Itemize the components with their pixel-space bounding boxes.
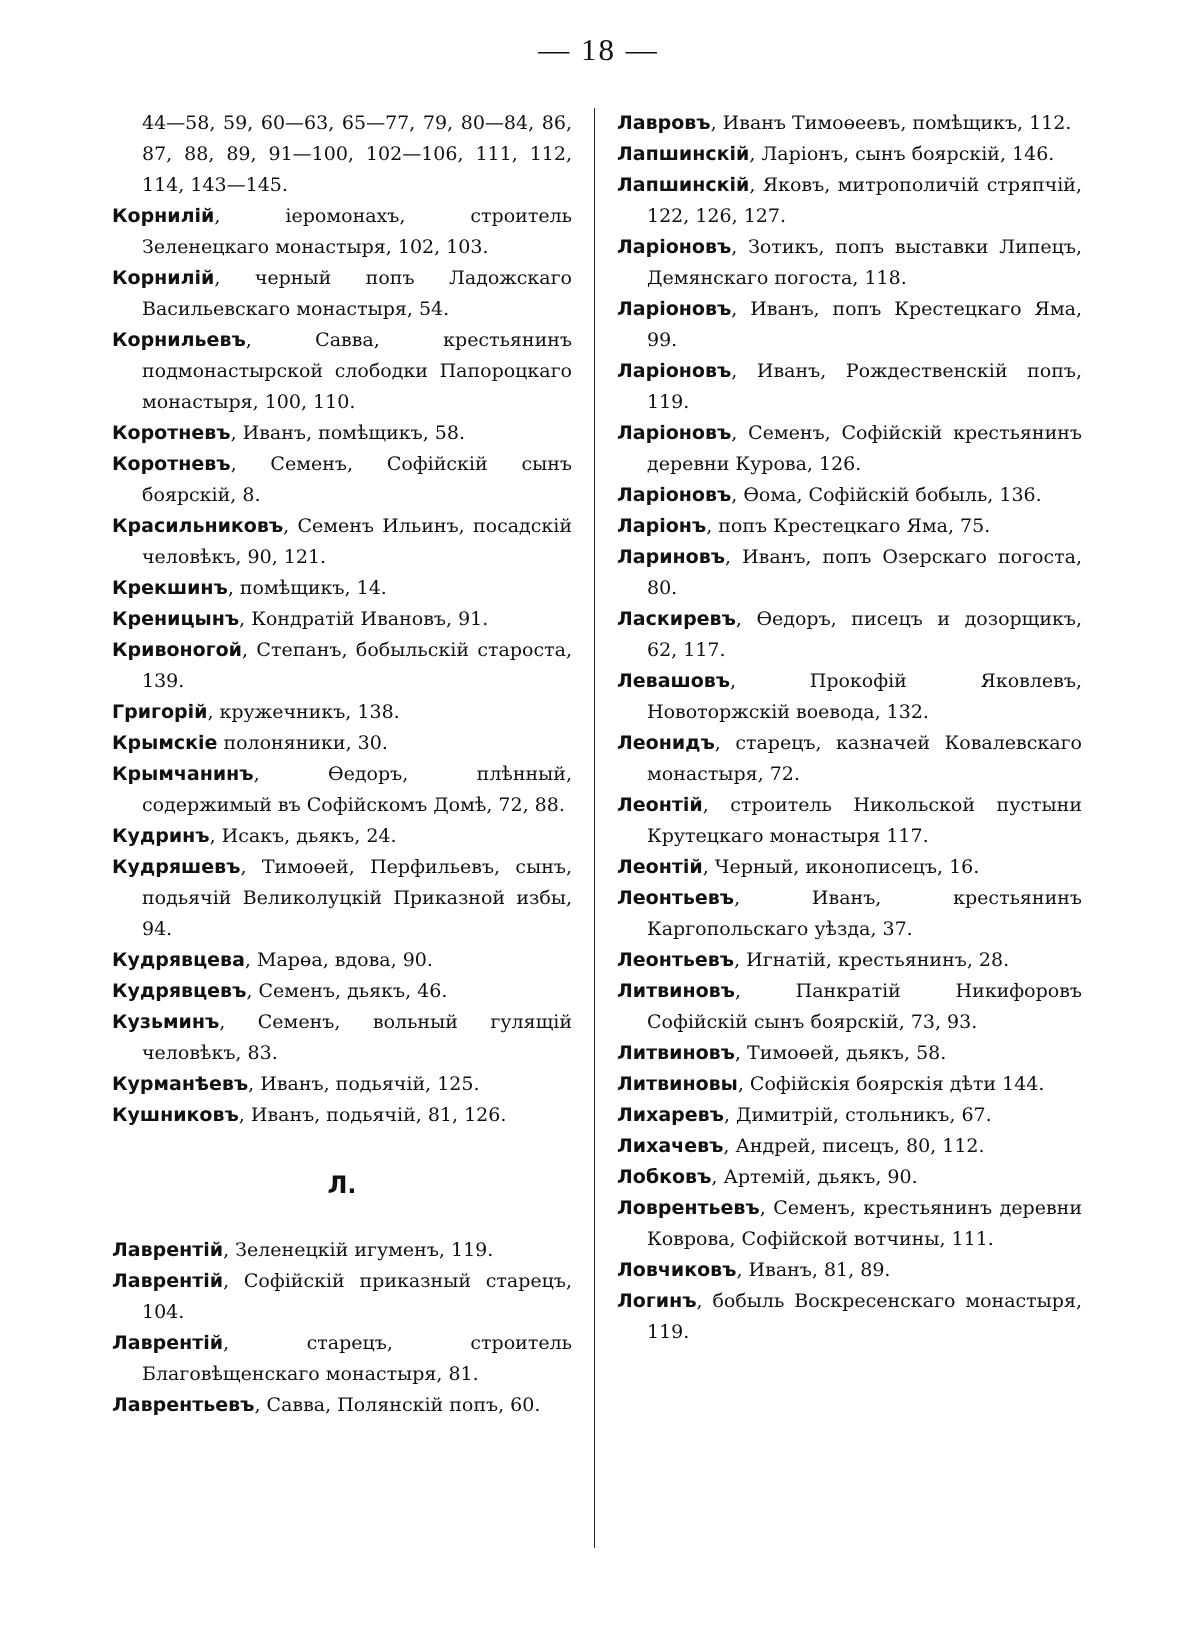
index-entry <box>112 263 572 325</box>
entry-name: Лаврентій <box>112 1270 224 1292</box>
index-entry <box>617 604 1082 666</box>
index-entry <box>112 1100 572 1131</box>
entry-name: Григорій <box>112 701 208 723</box>
entry-name: Крекшинъ <box>112 577 228 599</box>
index-entry <box>112 821 572 852</box>
entry-name: Леонтьевъ <box>617 887 735 909</box>
index-entry <box>617 511 1082 542</box>
index-entry <box>617 790 1082 852</box>
index-entry <box>617 728 1082 790</box>
entry-details: , Семенъ, крестьянинъ деревни Коврова, Софійской вотчины, 111. <box>647 1197 1082 1250</box>
index-entry <box>617 232 1082 294</box>
index-entry <box>617 1286 1082 1348</box>
entry-details: , іеромонахъ, строитель Зеленецкаго монастыря, 102, 103. <box>142 205 572 258</box>
index-entry <box>617 418 1082 480</box>
index-entry <box>617 139 1082 170</box>
entry-name: Корнильевъ <box>112 329 246 351</box>
index-entry <box>112 511 572 573</box>
entry-name: Лихаревъ <box>617 1104 724 1126</box>
entry-details: , Андрей, писецъ, 80, 112. <box>723 1135 985 1157</box>
entry-name: Кудрявцевъ <box>112 980 247 1002</box>
index-entry <box>112 1007 572 1069</box>
index-entry <box>112 1069 572 1100</box>
entry-name: Кудринъ <box>112 825 210 847</box>
entry-details: , Прокофій Яковлевъ, Новоторжскій воевода, 132. <box>647 670 1082 723</box>
index-entry <box>112 573 572 604</box>
index-entry <box>617 1193 1082 1255</box>
index-entry <box>112 325 572 418</box>
entry-details: , Софійскій приказный старецъ, 104. <box>142 1270 572 1323</box>
entry-details: , Кондратій Ивановъ, 91. <box>239 608 489 630</box>
index-entry <box>112 449 572 511</box>
continued-page-references: 44—58, 59, 60—63, 65—77, 79, 80—84, 86, 87, 88, 89, 91—100, 102—106, 111, 112, 114, 143—145. <box>142 112 572 196</box>
entry-details: , старецъ, казначей Ковалевскаго монастыря, 72. <box>647 732 1082 785</box>
index-entry <box>112 1328 572 1390</box>
entry-name: Ларіоновъ <box>617 236 732 258</box>
entry-name: Литвиновъ <box>617 980 735 1002</box>
entry-name: Лавровъ <box>617 112 711 134</box>
entry-details: , кружечникъ, 138. <box>207 701 400 723</box>
entry-name: Леонтьевъ <box>617 949 735 971</box>
index-entry <box>617 1038 1082 1069</box>
entry-details: полоняники, 30. <box>217 732 388 754</box>
entry-details: , Ларіонъ, сынъ боярскій, 146. <box>749 143 1055 165</box>
entry-name: Кушниковъ <box>112 1104 239 1126</box>
entry-name: Ловчиковъ <box>617 1259 737 1281</box>
entry-name: Литвиновы <box>617 1073 738 1095</box>
entry-name: Ларіоновъ <box>617 484 732 506</box>
entry-details: , Димитрій, стольникъ, 67. <box>723 1104 992 1126</box>
entry-details: , Иванъ, 81, 89. <box>736 1259 891 1281</box>
entry-details: , Панкратій Никифоровъ Софійскій сынъ боярскій, 73, 93. <box>647 980 1082 1033</box>
index-entry <box>112 759 572 821</box>
entry-name: Логинъ <box>617 1290 697 1312</box>
entry-name: Коротневъ <box>112 422 231 444</box>
index-entry <box>112 418 572 449</box>
entry-name: Лапшинскій <box>617 174 750 196</box>
entry-name: Курманѣевъ <box>112 1073 249 1095</box>
entry-details: , Артемій, дьякъ, 90. <box>711 1166 918 1188</box>
entry-details: , Тимоөей, Перфильевъ, сынъ, подьячій Великолуцкій Приказной избы, 94. <box>142 856 572 940</box>
entry-details: , помѣщикъ, 14. <box>227 577 387 599</box>
entry-name: Кудрявцева <box>112 949 245 971</box>
section-letter: Л. <box>327 1171 357 1199</box>
index-entry <box>617 1069 1082 1100</box>
entry-name: Ловрентьевъ <box>617 1197 760 1219</box>
entry-details: , Яковъ, митрополичій стряпчій, 122, 126, 127. <box>647 174 1082 227</box>
entry-details: , строитель Никольской пустыни Крутецкаго монастыря 117. <box>647 794 1082 847</box>
entry-name: Леонтій <box>617 794 703 816</box>
entry-name: Левашовъ <box>617 670 731 692</box>
entry-name: Леонтій <box>617 856 703 878</box>
index-entry <box>617 294 1082 356</box>
index-entry <box>617 356 1082 418</box>
entry-name: Крымскіе <box>112 732 218 754</box>
entry-name: Ларіоновъ <box>617 422 732 444</box>
entry-name: Ларіоновъ <box>617 360 732 382</box>
entry-name: Литвиновъ <box>617 1042 735 1064</box>
entry-details: , Марөа, вдова, 90. <box>244 949 433 971</box>
entry-name: Лаврентьевъ <box>112 1394 255 1416</box>
entry-details: , попъ Крестецкаго Яма, 75. <box>706 515 991 537</box>
entry-name: Ласкиревъ <box>617 608 736 630</box>
entry-details: , Семенъ Ильинъ, посадскій человѣкъ, 90, 121. <box>142 515 572 568</box>
index-entry <box>112 635 572 697</box>
index-entry <box>617 170 1082 232</box>
entry-name: Красильниковъ <box>112 515 284 537</box>
entry-details: , Өедоръ, плѣнный, содержимый въ Софійскомъ Домѣ, 72, 88. <box>142 763 572 816</box>
entry-details: , Иванъ, Рождественскій попъ, 119. <box>647 360 1082 413</box>
entry-details: , черный попъ Ладожскаго Васильевскаго монастыря, 54. <box>142 267 572 320</box>
index-entry <box>112 1235 572 1266</box>
entry-details: , Зотикъ, попъ выставки Липецъ, Демянскаго погоста, 118. <box>647 236 1082 289</box>
entry-details: , Савва, Полянскій попъ, 60. <box>254 1394 541 1416</box>
entry-name: Лаврентій <box>112 1332 224 1354</box>
entry-details: , Семенъ, Софійскій крестьянинъ деревни Курова, 126. <box>647 422 1082 475</box>
entry-name: Кузьминъ <box>112 1011 220 1033</box>
entry-details: , Иванъ Тимоөеевъ, помѣщикъ, 112. <box>710 112 1072 134</box>
index-entry <box>112 1266 572 1328</box>
index-entry <box>112 1390 572 1421</box>
column-divider <box>594 108 595 1548</box>
index-entry <box>617 883 1082 945</box>
index-entry <box>112 976 572 1007</box>
entry-name: Коротневъ <box>112 453 231 475</box>
entry-details: , Семенъ, дьякъ, 46. <box>246 980 448 1002</box>
entry-details: , Иванъ, помѣщикъ, 58. <box>230 422 466 444</box>
left-entries-l <box>112 1235 572 1421</box>
index-entry <box>617 852 1082 883</box>
entry-name: Кривоногой <box>112 639 242 661</box>
entry-name: Ларіоновъ <box>617 298 732 320</box>
index-entry <box>617 1255 1082 1286</box>
entry-name: Лихачевъ <box>617 1135 724 1157</box>
entry-name: Лапшинскій <box>617 143 750 165</box>
index-entry <box>112 945 572 976</box>
entry-details: , Зеленецкій игуменъ, 119. <box>223 1239 494 1261</box>
entry-details: , Софійскія боярскія дѣти 144. <box>737 1073 1045 1095</box>
index-entry <box>112 728 572 759</box>
entry-name: Корнилій <box>112 267 215 289</box>
index-entry <box>617 945 1082 976</box>
left-entries-k <box>112 201 572 1131</box>
entry-name: Кудряшевъ <box>112 856 241 878</box>
entry-name: Корнилій <box>112 205 215 227</box>
entry-name: Лобковъ <box>617 1166 712 1188</box>
index-entry <box>617 480 1082 511</box>
page-number: — 18 — <box>538 32 659 67</box>
index-entry <box>617 108 1082 139</box>
entry-details: , Исакъ, дьякъ, 24. <box>209 825 397 847</box>
index-entry <box>617 1162 1082 1193</box>
index-entry <box>617 542 1082 604</box>
entry-details: , бобыль Воскресенскаго монастыря, 119. <box>647 1290 1082 1343</box>
index-entry <box>112 697 572 728</box>
index-entry <box>112 201 572 263</box>
entry-details: , Өедоръ, писецъ и дозорщикъ, 62, 117. <box>647 608 1082 661</box>
entry-details: , Степанъ, бобыльскій староста, 139. <box>142 639 572 692</box>
index-entry <box>617 976 1082 1038</box>
entry-details: , Иванъ, попъ Озерскаго погоста, 80. <box>647 546 1082 599</box>
entry-details: , Игнатій, крестьянинъ, 28. <box>734 949 1010 971</box>
entry-details: , Семенъ, вольный гулящій человѣкъ, 83. <box>142 1011 572 1064</box>
entry-details: , Иванъ, подьячій, 125. <box>248 1073 480 1095</box>
entry-name: Крымчанинъ <box>112 763 254 785</box>
entry-name: Лаврентій <box>112 1239 224 1261</box>
entry-details: , Тимоөей, дьякъ, 58. <box>734 1042 947 1064</box>
entry-name: Лариновъ <box>617 546 725 568</box>
index-entry <box>112 604 572 635</box>
entry-details: , Иванъ, крестьянинъ Каргопольскаго уѣзда, 37. <box>647 887 1082 940</box>
entry-details: , Иванъ, попъ Крестецкаго Яма, 99. <box>647 298 1082 351</box>
index-entry <box>112 852 572 945</box>
right-column <box>617 108 1082 1348</box>
index-entry <box>617 1100 1082 1131</box>
index-entry <box>617 666 1082 728</box>
entry-details: , Өома, Софійскій бобыль, 136. <box>731 484 1042 506</box>
entry-details: , Савва, крестьянинъ подмонастырской слободки Папороцкаго монастыря, 100, 110. <box>142 329 572 413</box>
entry-name: Креницынъ <box>112 608 240 630</box>
index-entry <box>617 1131 1082 1162</box>
entry-name: Ларіонъ <box>617 515 707 537</box>
entry-details: , старецъ, строитель Благовѣщенскаго монастыря, 81. <box>142 1332 572 1385</box>
entry-name: Леонидъ <box>617 732 715 754</box>
entry-details: , Иванъ, подьячій, 81, 126. <box>238 1104 507 1126</box>
entry-details: , Семенъ, Софійскій сынъ боярскій, 8. <box>142 453 572 506</box>
entry-details: , Черный, иконописецъ, 16. <box>702 856 980 878</box>
left-column <box>112 108 572 1421</box>
